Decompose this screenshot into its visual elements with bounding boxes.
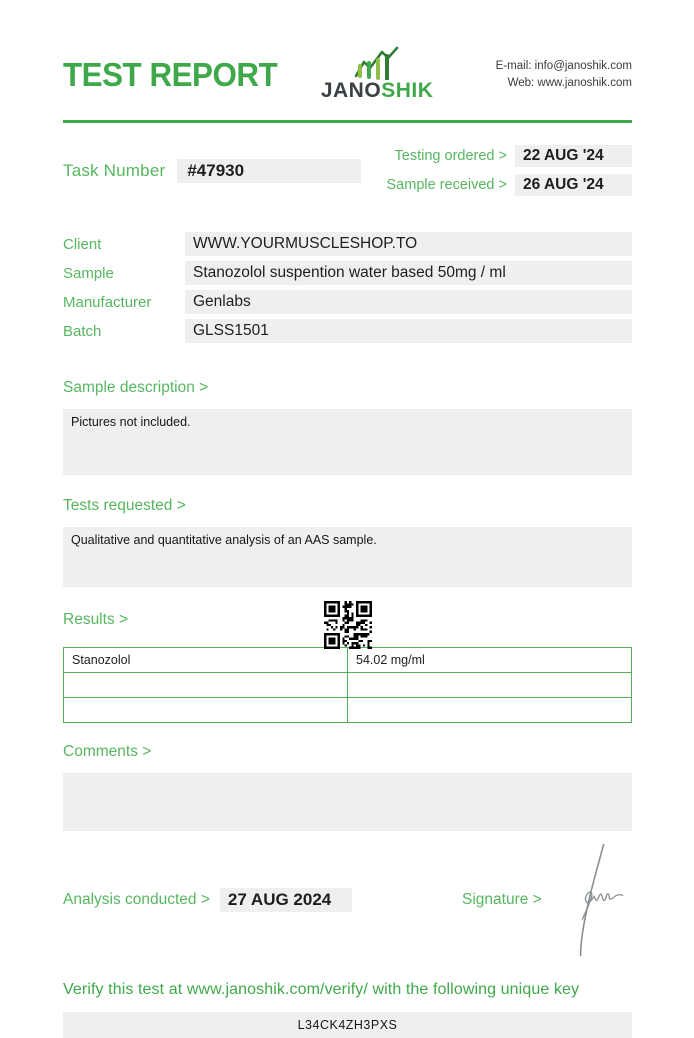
client-value: WWW.YOURMUSCLESHOP.TO [185, 232, 632, 256]
sample-description-section [63, 379, 632, 475]
logo-wordmark-green: SHIK [381, 79, 434, 102]
info-row-manufacturer [63, 290, 632, 314]
qr-code [324, 601, 372, 649]
unique-key: L34CK4ZH3PXS [63, 1012, 632, 1038]
task-number-label: Task Number [63, 160, 166, 180]
result-value: 54.02 mg/ml [348, 648, 632, 673]
result-substance: Stanozolol [64, 648, 348, 673]
testing-ordered-value: 22 AUG '24 [515, 145, 632, 167]
tests-requested-box: Qualitative and quantitative analysis of an AAS sample. [63, 527, 632, 587]
page-title: TEST REPORT [63, 56, 278, 93]
task-number-row [63, 145, 361, 196]
result-substance [64, 673, 348, 698]
analysis-date-value: 27 AUG 2024 [220, 888, 352, 912]
batch-label: Batch [63, 322, 102, 340]
task-section [63, 145, 632, 196]
analysis-conducted-label: Analysis conducted > [63, 891, 210, 908]
result-value [348, 673, 632, 698]
sample-value: Stanozolol suspention water based 50mg / ml [185, 261, 632, 285]
sample-description-box: Pictures not included. [63, 409, 632, 475]
dates-block [387, 145, 633, 196]
logo-wordmark-dark: JANO [320, 79, 382, 102]
info-row-client [63, 232, 632, 256]
results-header [63, 587, 632, 647]
client-label: Client [63, 235, 102, 253]
signature-image [558, 839, 628, 963]
result-substance [64, 698, 348, 723]
manufacturer-value: Genlabs [185, 290, 632, 314]
logo-chart-icon [350, 46, 404, 80]
task-number-value: #47930 [177, 159, 361, 183]
sample-description-heading: Sample description > [63, 379, 209, 396]
conclusion-row [63, 885, 632, 915]
header-divider [63, 120, 632, 123]
result-value [348, 698, 632, 723]
manufacturer-label: Manufacturer [63, 293, 152, 311]
verify-text: Verify this test at www.janoshik.com/verify/ with the following unique key [63, 981, 580, 998]
batch-value: GLSS1501 [185, 319, 632, 343]
brand-logo [321, 46, 434, 102]
table-row [64, 648, 632, 673]
testing-ordered-label: Testing ordered > [394, 148, 507, 164]
results-heading: Results > [63, 611, 129, 628]
tests-requested-heading: Tests requested > [63, 497, 186, 514]
logo-wordmark [321, 80, 434, 102]
tests-requested-section [63, 497, 632, 587]
info-row-sample [63, 261, 632, 285]
info-row-batch [63, 319, 632, 343]
contact-email: E-mail: info@janoshik.com [495, 60, 632, 72]
testing-ordered-row [387, 145, 633, 167]
sample-received-value: 26 AUG '24 [515, 174, 632, 196]
table-row [64, 698, 632, 723]
sample-received-label: Sample received > [386, 177, 507, 193]
sample-label: Sample [63, 264, 114, 282]
contact-info [496, 46, 632, 92]
report-header [63, 46, 632, 108]
comments-section [63, 743, 632, 831]
signature-label: Signature > [462, 891, 542, 908]
results-table [63, 647, 632, 723]
sample-received-row [387, 174, 633, 196]
comments-box [63, 773, 632, 831]
comments-heading: Comments > [63, 743, 152, 760]
sample-info-block [63, 232, 632, 343]
table-row [64, 673, 632, 698]
results-section [63, 587, 632, 723]
contact-web: Web: www.janoshik.com [507, 77, 632, 89]
